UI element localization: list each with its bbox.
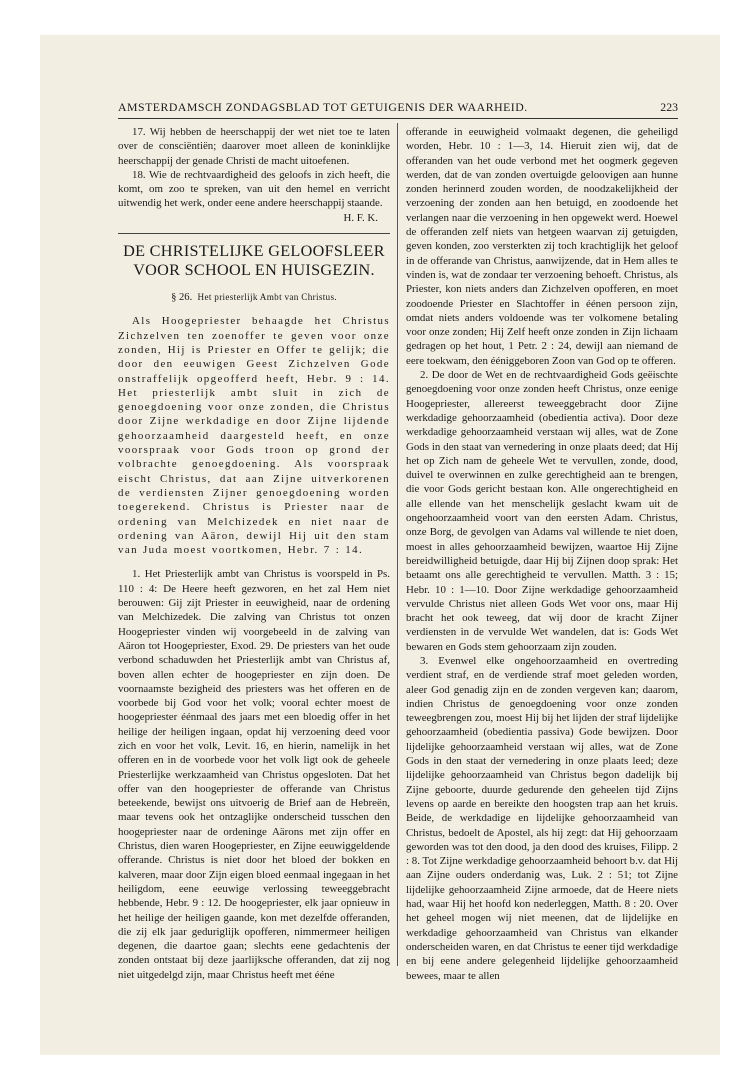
paragraph-17: 17. Wij hebben de heerschappij der wet niet toe te laten over de consciëntiën; daarover moet alleen de koninklijke heerschappij der genade Christi de macht uitoefenen. [118,126,390,167]
paragraph-3: 3. Evenwel elke ongehoorzaamheid en overtreding verdient straf, en de verdiende straf moet geleden worden, aleer God genadig zijn en de zonden vergeven kan; daarom, indien Christus de genoegdoening voor onze zonden teweegbrengen zou, moest Hij bij het lijden der straf lijdelijke gehoorzaamheid (obedientia passiva) Gode bewijzen. Door lijdelijke gehoorzaamheid verstaan wij alles, wat de Zone Gods in den staat der vernedering in onze plaats leed; deze lijdelijke gehoorzaamheid van Christus begon dadelijk bij Zijne geboorte, duurde gedurende den geheelen tijd Zijns levens op aarde en bereikte den hoogsten trap aan het kruis. Beide, de werkdadige en lijdelijke gehoorzaamheid van Christus, bedoelt de Apostel, als hij zegt: dat Hij gehoorzaam geworden was tot den dood, ja den dood des kruises, Filipp. 2 : 8. Tot Zijne werkdadige gehoorzaamheid behoort b.v. dat Hij aan Zijne ouders onderdanig was, Luk. 2 : 51; tot Zijne lijdelijke gehoorzaamheid Zijne armoede, dat de Heere niets had, waar Hij het hoofd kon nederleggen, Matth. 8 : 20. Over het geheel mogen wij niet meenen, dat de lijdelijke en werkdadige gehoorzaamheid van Christus van elkander onderscheiden waren, en dat Christus te eener tijd werkdadige en bij eene andere gelegenheid lijdelijke gehoorzaamheid bewees, maar te allen [406,654,678,982]
column-divider [397,123,398,966]
paragraph-1: 1. Het Priesterlijk ambt van Christus is voorspeld in Ps. 110 : 4: De Heere heeft gezworen, en het zal Hem niet berouwen: Gij zijt Priester in eeuwigheid, naar de ordening van Melchizedek. Die zalving van Christus tot onzen Hoogepriester vinden wij voorgebeeld in de zalving van Aäron tot Hoogepriester, Exod. 29. De priesters van het oude verbond schaduwden het Priesterlijk ambt van Christus af, boven allen echter de hoogepriester en zijn doen. De voornaamste bezigheid des priesters was het offeren en de voorbede bij God voor het volk; vooral echter moest de hoogepriester éénmaal des jaars met een bloedig offer in het heilige der heiligen ingaan, opdat hij verzoening deed voor zich en voor het volk, Levit. 16, en hierin, namelijk in het offeren en in de voorbede voor het volk ligt ook de geheele Priesterlijke werkzaamheid van Christus opgesloten. Dat het offer van den hoogepriester de offerande van Christus beteekende, bewijst ons uitvoerig de Brief aan de Hebreën, maar tevens ook het ontzaglijke onderscheid tusschen den hoogepriester naar de ordeninge Aärons met zijn offer en Christus, dien waren Hoogepriester, en Zijne eeuwiggeldende offerande. Christus is niet door het bloed der bokken en kalveren, maar door Zijn eigen bloed eenmaal ingegaan in het heiligdom, eene eeuwige verlossing teweeggebracht hebbende, Hebr. 9 : 12. De hoogepriester, elk jaar opnieuw in het heilige der heiligen gaande, kon met dezelfde offeranden, die zij elk jaar geduriglijk opofferen, nimmermeer heiligen degenen, die daartoe gaan; slechts eene gedachtenis der zonden ontstaat bij deze jaarlijksche offeranden, dat zij nog niet uitgedelgd zijn, maar Christus heeft met ééne [118,568,390,981]
section-title: Het priesterlijk Ambt van Christus. [197,292,337,303]
paragraph-1-continued: offerande in eeuwigheid volmaakt degenen, die geheiligd worden, Hebr. 10 : 1—3, 14. Hieruit zien wij, dat de offeranden van het oude verbond met het oogmerk gegeven werden, dat de van zonden overtuigde geloovigen aan hunne zonden herinnerd zouden worden, de noodzakelijkheid der verzoening der zonden aan hen betuigd, en zoodoende het verlangen naar die verzoening in hen opgewekt werd. Hoewel de offeranden zelf niets van hetgeen waarvan zij getuigden, geven konden, zoo versterkten zij toch krachtiglijk het geloof in de offerande van Christus, aanwijzende, dat in Hem alles te vinden is, wat de zondaar ter verzoening behoeft. Christus, als Priester, kon niets anders dan Zichzelven opofferen, en moet zoodoende Priester en Slachtoffer in éénen persoon zijn, omdat niets anders voldoende was ter volkomene betaling voor onze zonden; Hij Zelf heeft onze zonden in Zijn lichaam gedragen op het hout, 1 Petr. 2 : 24, dewijl aan niemand de eere toekwam, den ééniggeboren Zoon van God op te offeren. [406,126,678,367]
right-column [406,125,678,983]
running-header [118,100,678,116]
left-column [118,125,390,982]
article-separator [118,233,390,234]
spacer [118,557,390,567]
paragraph-18: 18. Wie de rechtvaardigheid des geloofs in zich heeft, die komt, om zoo te spreken, van uit den hemel en verricht uitwendig het werk, onder eene andere heerschappij staande. [118,168,390,210]
header-rule [118,118,678,119]
section-summary: Als Hoogepriester behaagde het Christus Zichzelven ten zoenoffer te geven voor onze zonden, Hij is Priester en Offer te gelijk; die door den eeuwigen Geest Zichzelven Gode onstraffelijk opgeofferd heeft, Hebr. 9 : 14. Het priesterlijk ambt sluit in zich de genoegdoening voor onze zonden, die Christus door Zijne werkdadige en door Zijne lijdende gehoorzaamheid daargesteld heeft, en onze voorspraak voor Gods troon op grond der volbrachte genoegdoening. Als voorspraak eischt Christus, dat aan Zijne uitverkorenen de verdiensten Zijner genoegdoening worden toegerekend. Christus is Priester naar de ordening van Melchizedek en niet naar de ordening van Aäron, dewijl Hij uit den stam van Juda moest voortkomen, Hebr. 7 : 14. [118,315,390,557]
paragraph-2: 2. De door de Wet en de rechtvaardigheid Gods geëischte genoegdoening voor onze zonden heeft Christus, onze eenige Hoogepriester, allereerst teweeggebracht door Zijne werkdadige gehoorzaamheid (obedientia activa). Door deze werkdadige gehoorzaamheid verstaan wij alles, wat de Zone Gods in den staat van vernedering in onze plaats deed; dat Hij het op Zich nam de geheele Wet te vervullen, zonde, dood, duivel te overwinnen en zulke gerechtigheid aan te brengen, die voor Gods gericht bestaan kon. Alle ongerechtigheid en alle ellende van het menschelijk geslacht kwam uit de ongehoorzaamheid voort van den eersten Adam. Christus, onze Borg, de gevolgen van Adams val willende te niet doen, moest in alles gehoorzaamheid bewijzen, waartoe Hij Zijne bereidwilligheid betuigde, daar Hij bij Zijnen doop sprak: Het betaamt ons alle gerechtigheid te vervullen. Matth. 3 : 15; Hebr. 10 : 1—10. Door Zijne werkdadige gehoorzaamheid vervulde Christus niet alleen Gods Wet voor ons, maar Hij bracht het ook teweeg, dat wij door de kracht Zijner verdiensten in de vervulde Wet wandelen, dat is: Gods Wet bewaren en Gods stem gehoorzaam zijn zouden. [406,369,678,653]
author-signature: H. F. K. [343,211,378,224]
article-title: DE CHRISTELIJKE GELOOFSLEER VOOR SCHOOL EN HUISGEZIN. [123,242,385,280]
section-heading [118,290,390,305]
page-number: 223 [660,100,678,114]
section-number: § 26. [171,292,193,304]
journal-title: AMSTERDAMSCH ZONDAGSBLAD TOT GETUIGENIS DER WAARHEID. [118,100,528,114]
